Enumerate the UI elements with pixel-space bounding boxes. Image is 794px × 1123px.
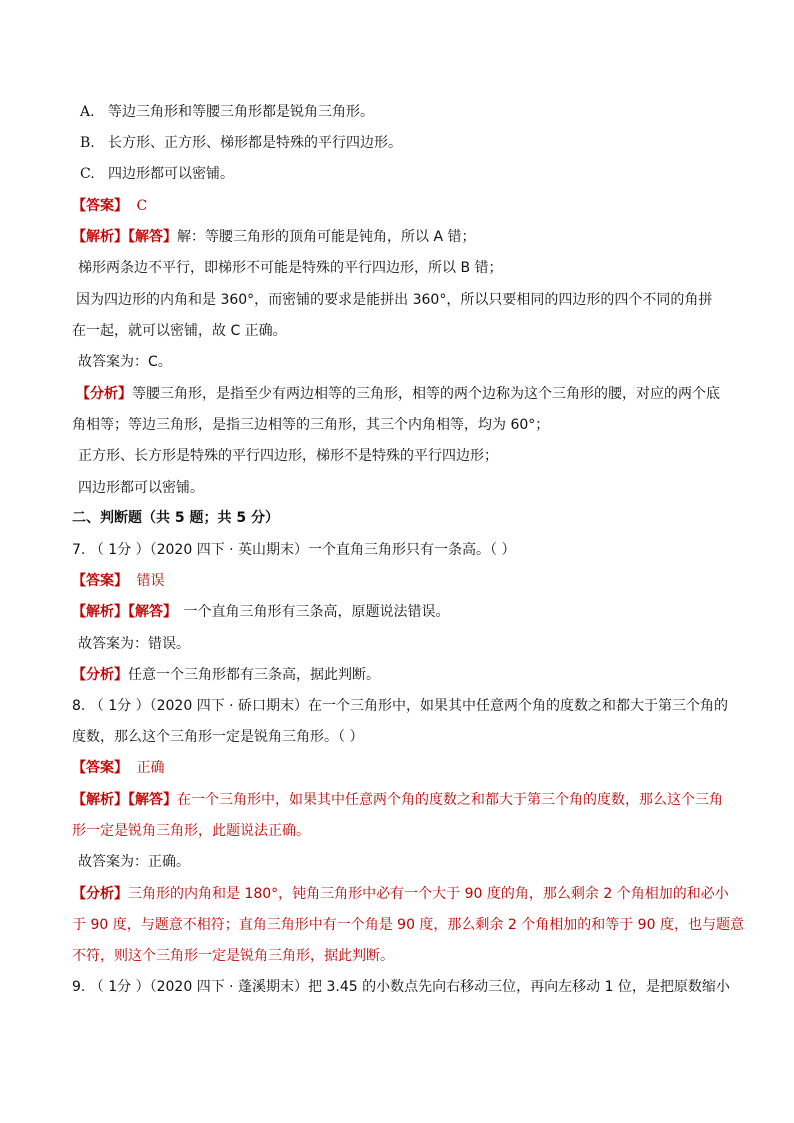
q7-final-answer: 故答案为：错误。 — [78, 636, 190, 652]
section-title: 二、判断题（共 5 题；共 5 分） — [72, 510, 279, 526]
analysis-text: 等腰三角形，是指至少有两边相等的三角形，相等的两个边称为这个三角形的腰，对应的两个底 — [132, 386, 720, 402]
q6-answer — [72, 196, 794, 216]
analysis-text: 任意一个三角形都有三条高，据此判断。 — [128, 667, 380, 683]
q6-final-answer: 故答案为：C。 — [78, 354, 172, 370]
analysis-tag: 【分析】 — [72, 667, 128, 683]
q7-explain — [72, 602, 794, 622]
option-text: 四边形都可以密铺。 — [108, 166, 234, 182]
answer-value: 错误 — [136, 573, 165, 589]
q8-stem-line: 度数，那么这个三角形一定是锐角三角形。（ ） — [72, 729, 364, 745]
analysis-tag: 【分析】 — [72, 886, 128, 902]
answer-value: C — [136, 198, 148, 214]
q8-analysis-line — [72, 884, 794, 904]
q6-explain-line: 梯形两条边不平行，即梯形不可能是特殊的平行四边形，所以 B 错； — [78, 260, 503, 276]
option-letter: A. — [80, 104, 95, 120]
q6-analysis-line — [76, 384, 794, 404]
option-letter: B. — [80, 135, 95, 151]
q6-explain-line: 因为四边形的内角和是 360°，而密铺的要求是能拼出 360°，所以只要相同的四边形的四个不同的角拼 — [76, 292, 713, 308]
q8-analysis-line: 不符，则这个三角形一定是锐角三角形，据此判断。 — [72, 948, 394, 964]
analysis-tag: 【分析】 — [76, 386, 132, 402]
explain-tag: 【解析】【解答】 — [72, 229, 177, 245]
q6-analysis-line: 四边形都可以密铺。 — [78, 480, 204, 496]
explain-text: 一个直角三角形有三条高，原题说法错误。 — [183, 604, 450, 620]
q6-analysis-line: 角相等；等边三角形，是指三边相等的三角形，其三个内角相等，均为 60°； — [72, 417, 550, 433]
q8-explain-line: 形一定是锐角三角形，此题说法正确。 — [72, 823, 310, 839]
q7-stem: 7. （ 1分 ）（2020 四下 · 英山期末）一个直角三角形只有一条高。（ ） — [72, 542, 516, 558]
q8-analysis-line: 于 90 度，与题意不相符；直角三角形中有一个角是 90 度，那么剩余 2 个角相加的和等于 90 度，也与题意 — [72, 917, 744, 933]
q6-analysis-line: 正方形、长方形是特殊的平行四边形，梯形不是特殊的平行四边形； — [78, 448, 498, 464]
analysis-text: 三角形的内角和是 180°，钝角三角形中必有一个大于 90 度的角，那么剩余 2 个角相加的和必小 — [128, 886, 729, 902]
q8-stem-line: 8. （ 1分 ）（2020 四下 · 硚口期末）在一个三角形中，如果其中任意两个角的度数之和都大于第三个角的 — [72, 698, 729, 714]
q7-answer — [72, 571, 794, 591]
answer-tag: 【答案】 — [72, 573, 128, 589]
answer-tag: 【答案】 — [72, 198, 128, 214]
answer-tag: 【答案】 — [72, 760, 128, 776]
explain-text: 解：等腰三角形的顶角可能是钝角，所以 A 错； — [177, 229, 476, 245]
q6-explain-line — [72, 227, 794, 247]
q7-analysis — [72, 665, 794, 685]
q8-explain-line — [72, 790, 794, 810]
explain-text: 在一个三角形中，如果其中任意两个角的度数之和都大于第三个角的度数，那么这个三角 — [177, 792, 723, 808]
explain-tag: 【解析】【解答】 — [72, 604, 177, 620]
option-text: 等边三角形和等腰三角形都是锐角三角形。 — [108, 104, 374, 120]
q9-stem: 9. （ 1分 ）（2020 四下 · 蓬溪期末）把 3.45 的小数点先向右移动三位，再向左移动 1 位，是把原数缩小 — [72, 979, 730, 995]
option-text: 长方形、正方形、梯形都是特殊的平行四边形。 — [108, 135, 402, 151]
answer-value: 正确 — [136, 760, 165, 776]
explain-tag: 【解析】【解答】 — [72, 792, 177, 808]
q8-answer — [72, 758, 794, 778]
option-letter: C. — [80, 166, 95, 182]
q6-explain-line: 在一起，就可以密铺，故 C 正确。 — [72, 323, 287, 339]
q8-final-answer: 故答案为：正确。 — [78, 854, 190, 870]
